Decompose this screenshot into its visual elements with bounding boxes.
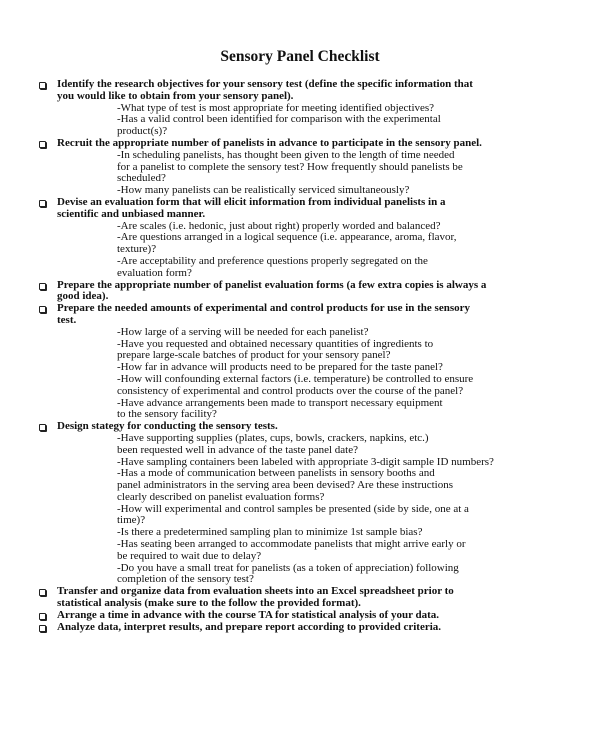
sub-question: -In scheduling panelists, has thought been given to the length of time needed bbox=[117, 148, 455, 161]
sub-question: -Are acceptability and preference questions properly segregated on the bbox=[117, 254, 428, 267]
sub-question: evaluation form? bbox=[117, 266, 192, 279]
checkbox-icon[interactable] bbox=[39, 589, 46, 596]
sub-question: -Have sampling containers been labeled with appropriate 3-digit sample ID numbers? bbox=[117, 455, 494, 468]
checklist-item-heading bbox=[0, 315, 600, 327]
heading-text: you would like to obtain from your sensory panel). bbox=[57, 89, 294, 102]
sub-question: product(s)? bbox=[117, 125, 168, 138]
sub-question: be required to wait due to delay? bbox=[117, 549, 262, 562]
sub-question: -Do you have a small treat for panelists (as a token of appreciation) following bbox=[117, 561, 459, 574]
checklist-item-heading bbox=[0, 622, 600, 634]
checklist-item-heading bbox=[0, 303, 600, 315]
checkbox-icon[interactable] bbox=[39, 424, 46, 431]
sub-question: consistency of experimental and control products over the course of the panel? bbox=[117, 384, 464, 397]
page-title: Sensory Panel Checklist bbox=[220, 48, 380, 65]
sub-question: -Has seating been arranged to accommodate panelists that might arrive early or bbox=[117, 538, 466, 551]
sub-question: -Have supporting supplies (plates, cups, bowls, crackers, napkins, etc.) bbox=[117, 431, 429, 444]
sub-question: panel administrators in the serving area been devised? Are these instructions bbox=[117, 479, 454, 492]
checklist bbox=[0, 79, 600, 633]
heading-text: scientific and unbiased manner. bbox=[57, 207, 206, 220]
sub-question: -Are questions arranged in a logical sequence (i.e. appearance, aroma, flavor, bbox=[117, 231, 457, 244]
checklist-item bbox=[0, 421, 600, 586]
heading-text: Prepare the appropriate number of panelist evaluation forms (a few extra copies is always a bbox=[57, 278, 487, 291]
checklist-item bbox=[0, 280, 600, 304]
heading-text: Arrange a time in advance with the course TA for statistical analysis of your data. bbox=[57, 608, 440, 621]
checklist-item bbox=[0, 138, 600, 197]
sub-question: clearly described on panelist evaluation forms? bbox=[117, 490, 325, 503]
heading-text: Devise an evaluation form that will elicit information from individual panelists in a bbox=[57, 195, 446, 208]
checklist-item bbox=[0, 622, 600, 634]
sub-question: completion of the sensory test? bbox=[117, 573, 254, 586]
sub-question: -Are scales (i.e. hedonic, just about right) properly worded and balanced? bbox=[117, 219, 441, 232]
checklist-item-heading bbox=[0, 138, 600, 150]
checkbox-icon[interactable] bbox=[39, 82, 46, 89]
checklist-item bbox=[0, 79, 600, 138]
sub-question: -How far in advance will products need to be prepared for the taste panel? bbox=[117, 361, 443, 374]
sub-question: -How will confounding external factors (i.e. temperature) be controlled to ensure bbox=[117, 372, 474, 385]
sub-question: for a panelist to complete the sensory test? How frequently should panelists be bbox=[117, 160, 463, 173]
sub-question: -Has a valid control been identified for comparison with the experimental bbox=[117, 113, 441, 126]
heading-text: statistical analysis (make sure to the follow the provided format). bbox=[57, 597, 361, 610]
sub-question: to the sensory facility? bbox=[117, 408, 217, 421]
checkbox-icon[interactable] bbox=[39, 200, 46, 207]
sub-question: texture)? bbox=[117, 243, 157, 256]
sub-question: -How large of a serving will be needed for each panelist? bbox=[117, 325, 369, 338]
heading-text: Design stategy for conducting the sensory tests. bbox=[57, 420, 278, 433]
checklist-item-heading bbox=[0, 209, 600, 221]
checklist-item bbox=[0, 586, 600, 610]
checkbox-icon[interactable] bbox=[39, 283, 46, 290]
checkbox-icon[interactable] bbox=[39, 141, 46, 148]
heading-text: Recruit the appropriate number of panelists in advance to participate in the sensory panel. bbox=[57, 136, 482, 149]
sub-question: -How will experimental and control samples be presented (side by side, one at a bbox=[117, 502, 469, 515]
sub-question: -Is there a predetermined sampling plan to minimize 1st sample bias? bbox=[117, 526, 423, 539]
checkbox-icon[interactable] bbox=[39, 306, 46, 313]
heading-text: Prepare the needed amounts of experimental and control products for use in the sensory bbox=[57, 302, 470, 315]
sub-question: -Has a mode of communication between panelists in sensory booths and bbox=[117, 467, 435, 480]
sub-question: prepare large-scale batches of product for your sensory panel? bbox=[117, 349, 391, 362]
checkbox-icon[interactable] bbox=[39, 625, 46, 632]
heading-text: Identify the research objectives for your sensory test (define the specific information that bbox=[57, 78, 473, 90]
sub-question: time)? bbox=[117, 514, 146, 527]
heading-text: Analyze data, interpret results, and prepare report according to provided criteria. bbox=[57, 620, 442, 633]
sub-question: -How many panelists can be realistically serviced simultaneously? bbox=[117, 184, 410, 197]
sub-question: -Have advance arrangements been made to transport necessary equipment bbox=[117, 396, 443, 409]
sub-question: been requested well in advance of the taste panel date? bbox=[117, 443, 358, 456]
checklist-item bbox=[0, 303, 600, 421]
sub-question: -What type of test is most appropriate for meeting identified objectives? bbox=[117, 101, 435, 114]
heading-text: good idea). bbox=[57, 290, 109, 303]
heading-text: test. bbox=[57, 313, 77, 326]
sub-question: -Have you requested and obtained necessary quantities of ingredients to bbox=[117, 337, 434, 350]
checklist-item-heading bbox=[0, 91, 600, 103]
sub-question: scheduled? bbox=[117, 172, 166, 185]
checkbox-icon[interactable] bbox=[39, 613, 46, 620]
checklist-item bbox=[0, 197, 600, 280]
heading-text: Transfer and organize data from evaluation sheets into an Excel spreadsheet prior to bbox=[57, 585, 454, 598]
